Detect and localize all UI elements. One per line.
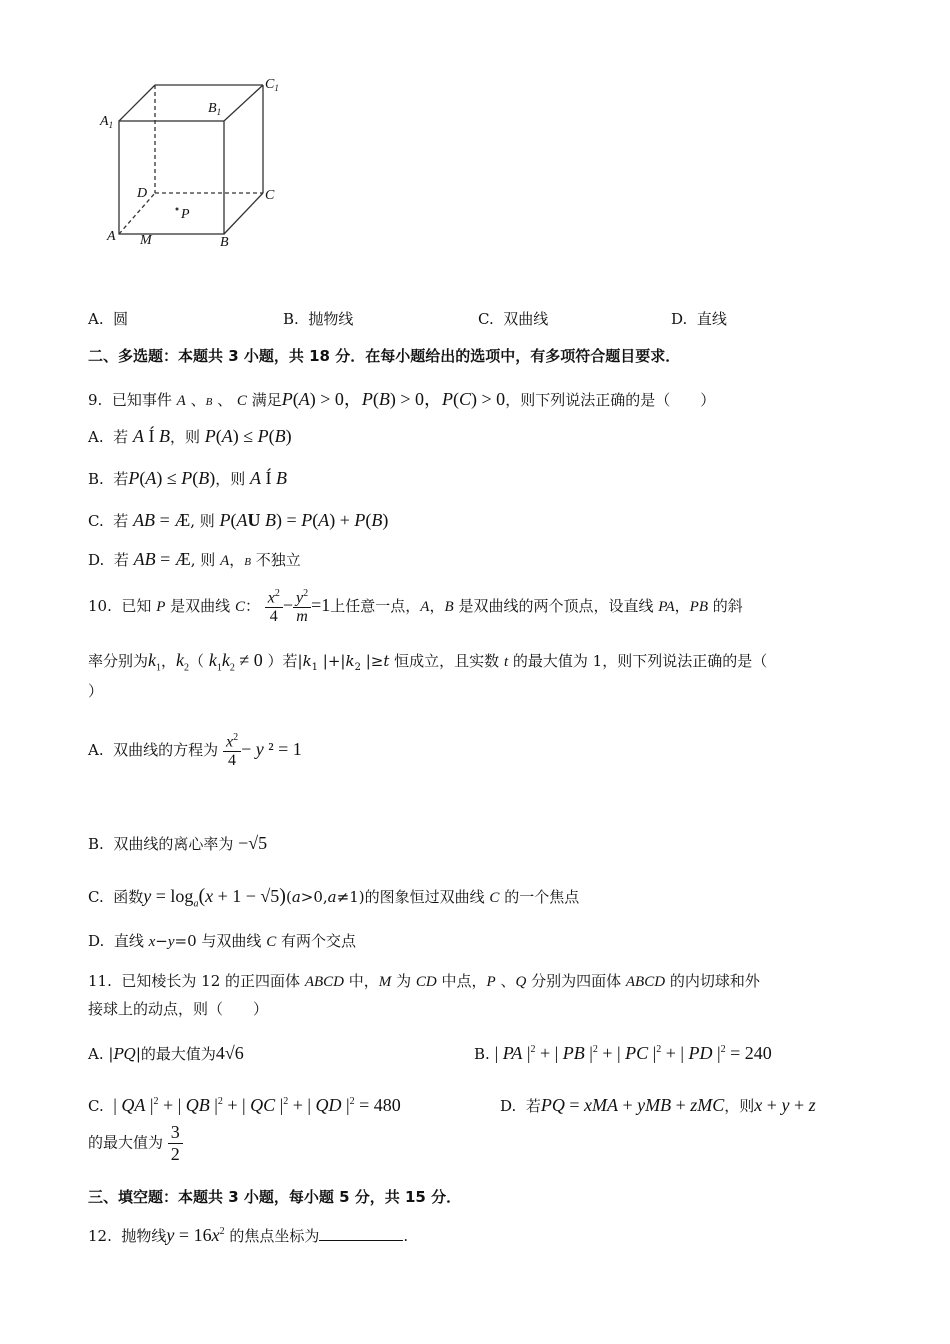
q10-option-c[interactable]: C. 函数$y = \log_a(x + 1 - √5)(a>0,a\ne 1)$的图象恒过双曲线 C 的一个焦点 bbox=[88, 885, 580, 910]
q10-option-d[interactable]: D. 直线 x−y=0 与双曲线 C 有两个交点 bbox=[88, 932, 357, 950]
label-c1: $C_1$ bbox=[265, 78, 279, 93]
q8-choice-b[interactable]: B. 抛物线 bbox=[283, 310, 354, 328]
label-b: B bbox=[220, 235, 229, 248]
q12-answer-blank[interactable] bbox=[319, 1226, 403, 1241]
q8-choice-d[interactable]: D. 直线 bbox=[671, 310, 727, 328]
q11-option-b[interactable]: B. | PA $|^2$ + | PB $|^2$ + | PC $|^2$ + | PD $|^2 = 240$ bbox=[474, 1043, 772, 1063]
label-b1: $B_1$ bbox=[208, 101, 222, 117]
section-2-heading: 二、多选题：本题共 3 小题，共 18 分．在每小题给出的选项中，有多项符合题目要求． bbox=[88, 347, 681, 365]
q11-stem-line1: 11. 已知棱长为 12 的正四面体 ABCD 中，M 为 CD 中点，P 、Q 分别为四面体 ABCD 的内切球和外 bbox=[88, 972, 760, 990]
label-a1: $A_1$ bbox=[100, 114, 114, 130]
q10-stem-line3: ） bbox=[88, 682, 104, 700]
label-c: C bbox=[265, 188, 275, 203]
q10-stem-line2: 率分别为$k_1$，$k_2$（ $k_1k_2 \ne 0$ ）若$|k_1$ $|+|k_2$ |≥t 恒成立，且实数 t 的最大值为 1，则下列说法正确的是（ bbox=[88, 650, 768, 674]
q11-option-a[interactable]: A. |PQ|的最大值为4√6 bbox=[88, 1043, 244, 1063]
q12-stem: 12. 抛物线$y = 16x^2$ 的焦点坐标为 . bbox=[88, 1225, 409, 1245]
label-m: M bbox=[140, 233, 152, 248]
label-p: P bbox=[181, 207, 190, 222]
q8-choice-c[interactable]: C. 双曲线 bbox=[478, 310, 549, 328]
q9-option-a[interactable]: A. 若 A Í B，则 P(A) ≤ P(B) bbox=[88, 426, 292, 446]
q10-option-b[interactable]: B. 双曲线的离心率为 −√5 bbox=[88, 833, 268, 853]
q9-option-d[interactable]: D. 若 AB = Æ, 则 A，B 不独立 bbox=[88, 549, 301, 569]
q9-stem: 9. 已知事件 A 、B 、 C 满足P(A) > 0，P(B) > 0，P(C) > 0，则下列说法正确的是（ ） bbox=[88, 389, 716, 409]
label-a: A bbox=[107, 229, 116, 244]
q10-option-a[interactable]: A. 双曲线的方程为 $\frac{x^2}{4}$ − y ² = 1 bbox=[88, 732, 302, 770]
q10-stem-line1: 10. 已知 P 是双曲线 C： $\frac{x^2}{4}$ − $\frac{y^2}{m}$ =1上任意一点，A，B 是双曲线的两个顶点，设直线 PA，PB 的斜 bbox=[88, 588, 743, 626]
q11-option-d-cont: 的最大值为 $\frac{3}{2}$ bbox=[88, 1122, 183, 1165]
q9-option-c[interactable]: C. 若 AB = Æ, 则 P(AU B) = P(A) + P(B) bbox=[88, 510, 389, 530]
q11-option-d[interactable]: D. 若PQ = xMA + yMB + zMC，则x + y + z bbox=[500, 1095, 816, 1115]
q11-stem-line2: 接球上的动点，则（ ） bbox=[88, 1000, 269, 1018]
q8-choice-a[interactable]: A. 圆 bbox=[88, 310, 129, 328]
label-d: D bbox=[137, 186, 148, 201]
cube-front-face bbox=[119, 121, 224, 234]
point-p-dot bbox=[176, 208, 179, 211]
cube-figure bbox=[95, 78, 295, 248]
section-3-heading: 三、填空题：本题共 3 小题，每小题 5 分，共 15 分． bbox=[88, 1188, 462, 1206]
q11-option-c[interactable]: C. | QA $|^2$ + | QB $|^2$ + | QC $|^2$ + | QD $|^2 = 480$ bbox=[88, 1095, 401, 1115]
q9-option-b[interactable]: B. 若P(A) ≤ P(B)，则 A Í B bbox=[88, 468, 288, 488]
